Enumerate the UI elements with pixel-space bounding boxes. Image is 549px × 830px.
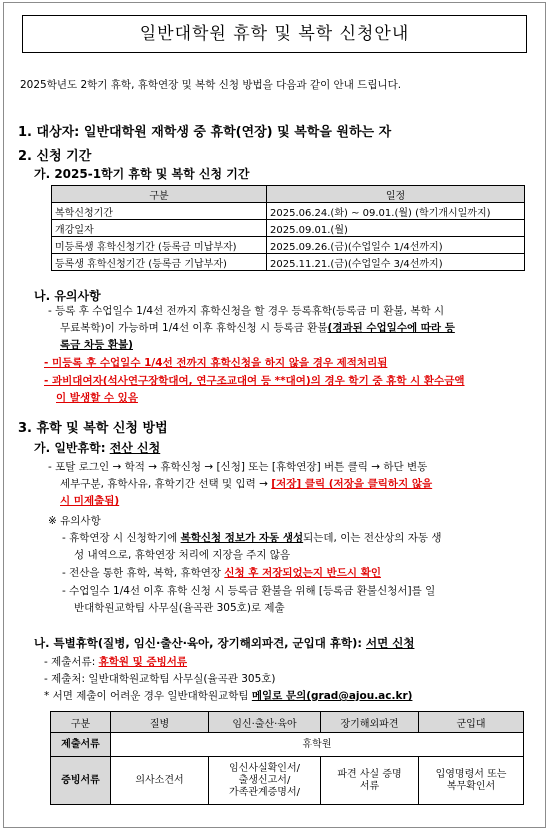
table-row xyxy=(51,733,524,757)
special-docs-value: 휴학원 및 증빙서류 xyxy=(98,656,188,668)
section-3-heading: 3. 휴학 및 복학 신청 방법 xyxy=(18,421,168,436)
general-step-text: 세부구분, 휴학사유, 휴학기간 선택 및 입력 → xyxy=(60,478,272,490)
table-row xyxy=(52,203,525,220)
document-page xyxy=(3,2,546,828)
note-1-line-2 xyxy=(48,320,534,337)
schedule-table xyxy=(51,185,525,271)
caution-1-line-2: 성 내역으로, 휴학연장 처리에 지장을 주지 않음 xyxy=(74,549,291,561)
table-cell: 미등록생 휴학신청기간 (등록금 미납부자) xyxy=(52,237,267,254)
table-row xyxy=(52,237,525,254)
special-docs-label: - 제출서류: xyxy=(44,656,99,668)
section-1-heading: 1. 대상자: 일반대학원 재학생 중 휴학(연장) 및 복학을 원하는 자 xyxy=(18,125,392,140)
table-cell: 등록생 휴학신청기간 (등록금 기납부자) xyxy=(52,254,267,271)
table-cell: 2025.09.01.(월) xyxy=(267,220,525,237)
general-step-line-3: 시 미제출됨) xyxy=(60,495,120,507)
caution-1-text-end: 되는데, 이는 전산상의 자동 생 xyxy=(303,532,442,544)
table-cell: 2025.11.21.(금)(수업일수 3/4선까지) xyxy=(267,254,525,271)
table-cell: 2025.06.24.(화) ~ 09.01.(월) (학기개시일까지) xyxy=(267,203,525,220)
table-cell: 임신사실확인서/ 출생신고서/ 가족관계증명서/ xyxy=(209,757,321,805)
note-1 xyxy=(48,303,534,354)
table-cell: 휴학원 xyxy=(111,733,524,757)
section-3b-value: 서면 신청 xyxy=(365,636,415,650)
section-3a-heading xyxy=(34,439,160,456)
special-remote-text: * 서면 제출이 어려운 경우 일반대학원교학팀 xyxy=(44,690,252,702)
note-1-emphasis: (경과된 수업일수에 따라 등 xyxy=(327,322,455,334)
caution-2-emphasis: 신청 후 저장되었는지 반드시 확인 xyxy=(224,567,381,579)
note-3-line-1: - 과비대여자(석사연구장학대여, 연구조교대여 등 **대여)의 경우 학기 중 휴학 시 환수금액 xyxy=(44,375,465,387)
table-cell: 제출서류 xyxy=(51,733,111,757)
special-place: - 제출처: 일반대학원교학팀 사무실(율곡관 305호) xyxy=(44,673,276,685)
general-note-title: ※ 유의사항 xyxy=(48,515,101,527)
table-row xyxy=(52,254,525,271)
section-3a-label: 가. 일반휴학: xyxy=(34,441,106,455)
section-2-heading: 2. 신청 기간 xyxy=(18,149,92,164)
general-step-emphasis: [저장] 클릭 (저장을 클릭하지 않을 xyxy=(271,478,433,490)
table-cell: 파견 사실 증명 서류 xyxy=(321,757,419,805)
general-leave-steps xyxy=(48,459,534,510)
intro-text: 2025학년도 2학기 휴학, 휴학연장 및 복학 신청 방법을 다음과 같이 안내 드립니다. xyxy=(20,79,402,91)
page-title: 일반대학원 휴학 및 복학 신청안내 xyxy=(22,15,527,53)
table-cell: 2025.09.26.(금)(수업일수 1/4선까지) xyxy=(267,237,525,254)
table-header: 질병 xyxy=(111,712,209,733)
table-cell: 복학신청기간 xyxy=(52,203,267,220)
schedule-header-row xyxy=(52,186,525,203)
section-2b-heading: 나. 유의사항 xyxy=(34,289,101,303)
caution-3-line-1: - 수업일수 1/4선 이후 휴학 신청 시 등록금 환불을 위해 [등록금 환불신청서]를 일 xyxy=(62,585,436,597)
table-row xyxy=(51,757,524,805)
note-1-text: 무료복학)이 가능하며 1/4선 이후 휴학신청 시 등록금 환불 xyxy=(60,322,328,334)
general-caution-1 xyxy=(62,530,536,564)
documents-table xyxy=(50,711,524,805)
caution-3-line-2: 반대학원교학팀 사무실(율곡관 305호)로 제출 xyxy=(74,602,285,614)
note-2: - 미등록 후 수업일수 1/4선 전까지 휴학신청을 하지 않을 경우 제적처리됨 xyxy=(44,357,388,369)
table-cell: 증빙서류 xyxy=(51,757,111,805)
table-header: 임신·출산·육아 xyxy=(209,712,321,733)
section-3b-label: 나. 특별휴학(질병, 임신·출산·육아, 장기해외파견, 군입대 휴학): xyxy=(34,636,362,650)
special-docs xyxy=(44,654,187,671)
table-header: 장기해외파견 xyxy=(321,712,419,733)
table-header: 구분 xyxy=(52,186,267,203)
table-header: 일정 xyxy=(267,186,525,203)
note-1-line-1: - 등록 후 수업일수 1/4선 전까지 휴학신청을 할 경우 등록휴학(등록금 미 환불, 복학 시 xyxy=(48,305,445,317)
caution-2-text: - 전산을 통한 휴학, 복학, 휴학연장 xyxy=(62,567,225,579)
caution-1-line-1 xyxy=(62,530,536,547)
table-row xyxy=(52,220,525,237)
section-3b-heading xyxy=(34,635,414,651)
table-header: 군입대 xyxy=(419,712,524,733)
general-caution-3 xyxy=(62,583,536,617)
section-3a-value: 전산 신청 xyxy=(109,441,161,455)
general-step-line-2 xyxy=(48,476,534,493)
table-header: 구분 xyxy=(51,712,111,733)
table-cell: 입영명령서 또는 복무확인서 xyxy=(419,757,524,805)
section-2a-heading: 가. 2025-1학기 휴학 및 복학 신청 기간 xyxy=(34,167,250,181)
special-remote xyxy=(44,688,412,705)
general-step-line-1: - 포탈 로그인 → 학적 → 휴학신청 → [신청] 또는 [휴학연장] 버튼 클릭 → 하단 변동 xyxy=(48,461,428,473)
note-3-line-2: 이 발생할 수 있음 xyxy=(56,392,138,404)
general-caution-2 xyxy=(62,565,381,582)
note-3 xyxy=(44,373,465,407)
table-cell: 의사소견서 xyxy=(111,757,209,805)
caution-1-text: - 휴학연장 시 신청학기에 xyxy=(62,532,181,544)
documents-header-row xyxy=(51,712,524,733)
table-cell: 개강일자 xyxy=(52,220,267,237)
note-1-line-3: 록금 차등 환불) xyxy=(60,339,133,351)
caution-1-emphasis: 복학신청 정보가 자동 생성 xyxy=(180,532,304,544)
special-remote-email: 메일로 문의(grad@ajou.ac.kr) xyxy=(251,690,413,702)
